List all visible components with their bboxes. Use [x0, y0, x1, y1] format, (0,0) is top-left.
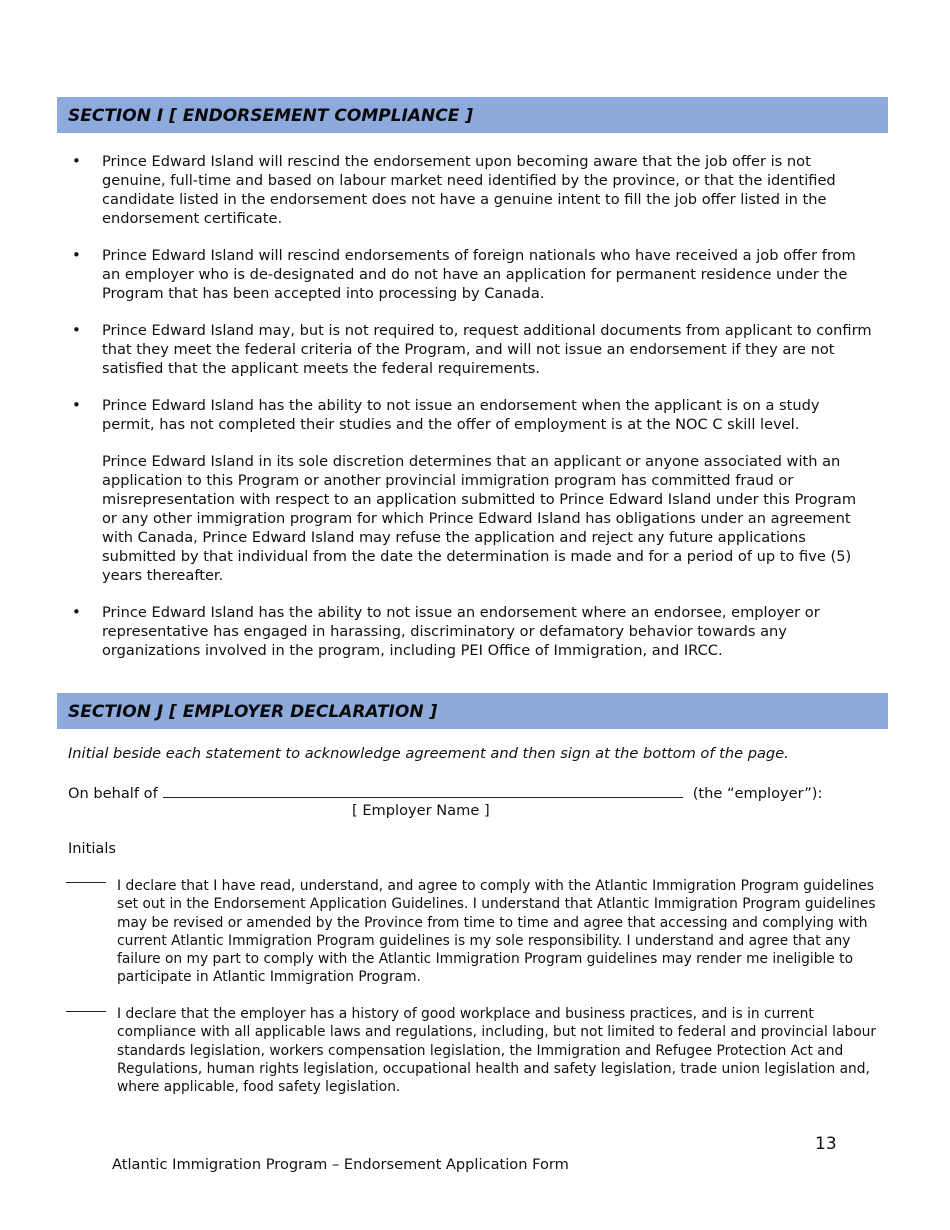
on-behalf-row — [68, 782, 848, 803]
section-i-header — [57, 97, 888, 133]
on-behalf-prefix: On behalf of — [68, 785, 158, 802]
bullet-text: Prince Edward Island may, but is not required to, request additional documents from applicant to confirm that they meet the federal criteria of the Program, and will not issue an endorsement if they are not satisfied that the applicant meets the federal requirements. — [102, 322, 872, 377]
initials-field-2[interactable] — [66, 1011, 106, 1012]
bullet-dot-icon: • — [72, 396, 81, 414]
bullet-text: Prince Edward Island has the ability to not issue an endorsement when the applicant is on a study permit, has not completed their studies and the offer of employment is at the NOC C skill level. — [102, 397, 820, 433]
page-number: 13 — [815, 1134, 837, 1154]
bullet-dot-icon: • — [72, 152, 81, 170]
bullet-text: Prince Edward Island has the ability to not issue an endorsement where an endorsee, employer or representative has engaged in harassing, discriminatory or defamatory behavior towards any organizations involved in the program, including PEI Office of Immigration, and IRCC. — [102, 604, 820, 659]
bullet-text: Prince Edward Island will rescind endorsements of foreign nationals who have received a job offer from an employer who is de-designated and do not have an application for permanent residence under the Program that has been accepted into processing by Canada. — [102, 247, 856, 302]
bullet-dot-icon: • — [72, 246, 81, 264]
fraud-paragraph: Prince Edward Island in its sole discretion determines that an applicant or anyone associated with an application to this Program or another provincial immigration program has committed fraud or misrepresentation with respect to an application submitted to Prince Edward Island under this Program or any other immigration program for which Prince Edward Island has obligations under an agreement with Canada, Prince Edward Island may refuse the application and reject any future applications submitted by that individual from the date the determination is made and for a period of up to five (5) years thereafter. — [102, 453, 857, 584]
bullet-item-harassment — [72, 603, 872, 660]
initials-field-1[interactable] — [66, 882, 106, 883]
bullet-item-additional-documents — [72, 321, 872, 378]
section-j-header — [57, 693, 888, 729]
declaration-guidelines: I declare that I have read, understand, and agree to comply with the Atlantic Immigration Program guidelines set out in the Endorsement Application Guidelines. I understand that Atlantic Immigration Program guidelines may be revised or amended by the Province from time to time and agree that accessing and complying with current Atlantic Immigration Program guidelines is my sole responsibility. I understand and agree that any failure on my part to comply with the Atlantic Immigration Program guidelines may render me ineligible to participate in Atlantic Immigration Program. — [117, 878, 876, 986]
section-i-bullet-list — [72, 152, 872, 678]
bullet-item-de-designated — [72, 246, 872, 303]
on-behalf-suffix: (the “employer”): — [692, 785, 823, 802]
bullet-dot-icon: • — [72, 321, 81, 339]
footer-title: Atlantic Immigration Program – Endorsement Application Form — [112, 1156, 569, 1173]
declaration-compliance: I declare that the employer has a history of good workplace and business practices, and is in current compliance with all applicable laws and regulations, including, but not limited to federal and provincial labour standards legislation, workers compensation legislation, the Immigration and Refugee Protection Act and Regulations, human rights legislation, occupational health and safety legislation, trade union legislation and, where applicable, food safety legislation. — [117, 1006, 877, 1096]
bullet-dot-icon: • — [72, 603, 81, 621]
employer-name-caption: [ Employer Name ] — [352, 802, 490, 819]
section-j-title: SECTION J [ EMPLOYER DECLARATION ] — [68, 702, 438, 722]
bullet-item-study-permit — [72, 396, 872, 585]
bullet-item-rescind-endorsement — [72, 152, 872, 228]
initials-label: Initials — [68, 840, 116, 857]
section-i-title: SECTION I [ ENDORSEMENT COMPLIANCE ] — [68, 106, 474, 126]
declaration-instruction: Initial beside each statement to acknowledge agreement and then sign at the bottom of the page. — [68, 745, 789, 762]
bullet-text: Prince Edward Island will rescind the endorsement upon becoming aware that the job offer is not genuine, full-time and based on labour market need identified by the province, or that the identified candidate listed in the endorsement does not have a genuine intent to fill the job offer listed in the endorsement certificate. — [102, 153, 836, 227]
employer-name-field[interactable] — [163, 782, 683, 798]
